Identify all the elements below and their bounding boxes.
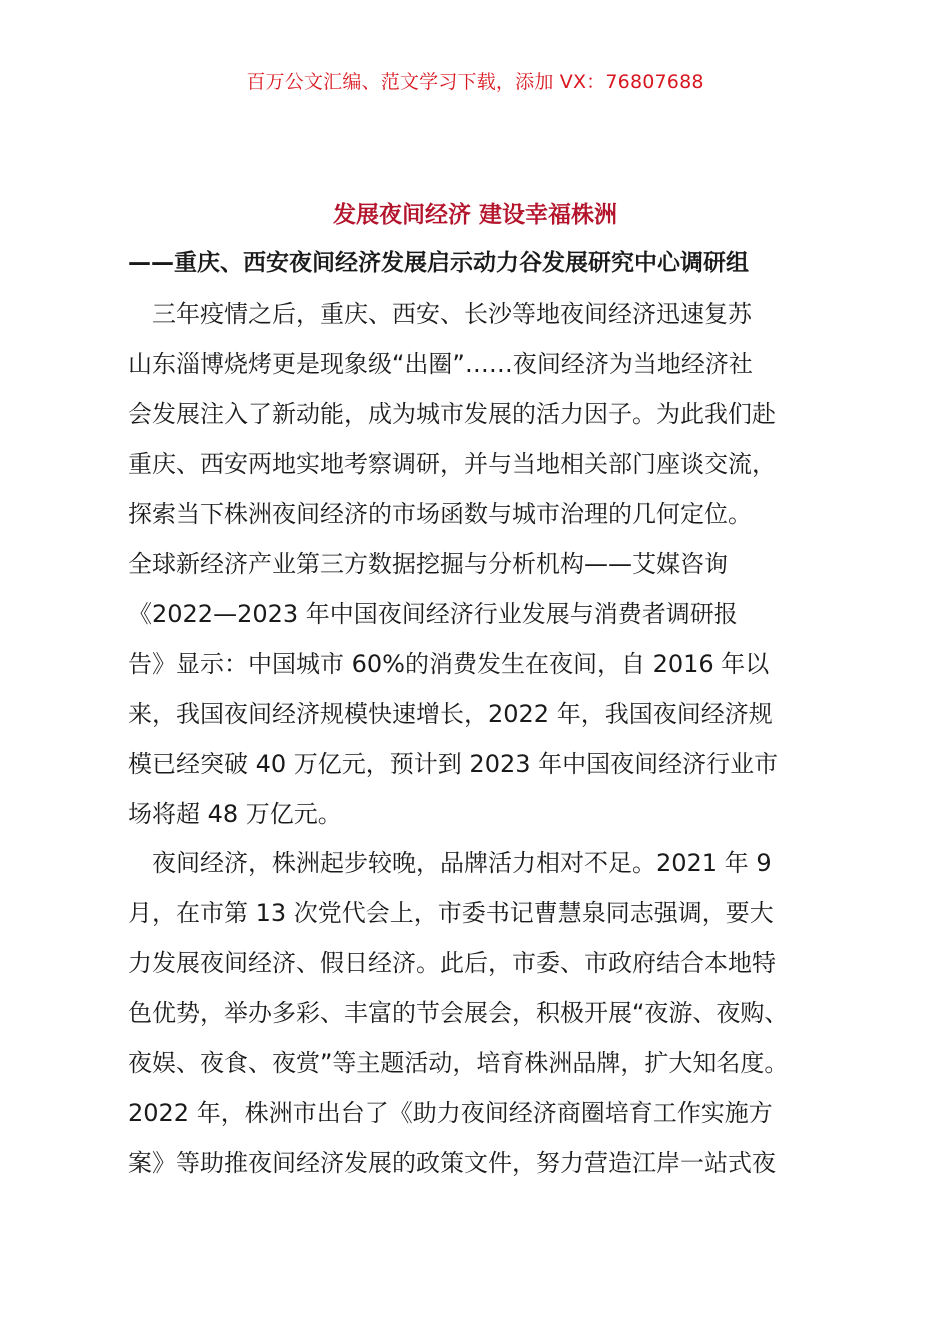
body-line: 场将超 48 万亿元。 bbox=[128, 800, 342, 828]
body-line: 探索当下株洲夜间经济的市场函数与城市治理的几何定位。 bbox=[128, 500, 752, 528]
body-line: 力发展夜间经济、假日经济。此后，市委、市政府结合本地特 bbox=[128, 949, 776, 977]
body-line: 全球新经济产业第三方数据挖掘与分析机构——艾媒咨询 bbox=[128, 550, 728, 578]
body-line: 三年疫情之后，重庆、西安、长沙等地夜间经济迅速复苏 bbox=[128, 300, 752, 328]
body-line: 色优势，举办多彩、丰富的节会展会，积极开展“夜游、夜购、 bbox=[128, 999, 789, 1027]
body-line: 案》等助推夜间经济发展的政策文件，努力营造江岸一站式夜 bbox=[128, 1149, 776, 1177]
body-line: 《2022—2023 年中国夜间经济行业发展与消费者调研报 bbox=[128, 600, 738, 628]
body-line: 会发展注入了新动能，成为城市发展的活力因子。为此我们赴 bbox=[128, 400, 776, 428]
body-line: 山东淄博烧烤更是现象级“出圈”……夜间经济为当地经济社 bbox=[128, 350, 753, 378]
body-line: 来，我国夜间经济规模快速增长，2022 年，我国夜间经济规 bbox=[128, 700, 773, 728]
body-line: 重庆、西安两地实地考察调研，并与当地相关部门座谈交流， bbox=[128, 450, 776, 478]
body-line: 夜娱、夜食、夜赏”等主题活动，培育株洲品牌，扩大知名度。 bbox=[128, 1049, 789, 1077]
body-line: 夜间经济，株洲起步较晚，品牌活力相对不足。2021 年 9 bbox=[128, 849, 772, 877]
document-title: 发展夜间经济 建设幸福株洲 bbox=[332, 202, 617, 228]
body-line: 告》显示：中国城市 60%的消费发生在夜间，自 2016 年以 bbox=[128, 650, 770, 678]
header-note: 百万公文汇编、范文学习下载，添加 VX：76807688 bbox=[246, 71, 704, 93]
document-subtitle: ——重庆、西安夜间经济发展启示动力谷发展研究中心调研组 bbox=[128, 250, 749, 276]
body-line: 月，在市第 13 次党代会上，市委书记曹慧泉同志强调，要大 bbox=[128, 899, 774, 927]
body-line: 2022 年，株洲市出台了《助力夜间经济商圈培育工作实施方 bbox=[128, 1099, 773, 1127]
body-line: 模已经突破 40 万亿元，预计到 2023 年中国夜间经济行业市 bbox=[128, 750, 779, 778]
